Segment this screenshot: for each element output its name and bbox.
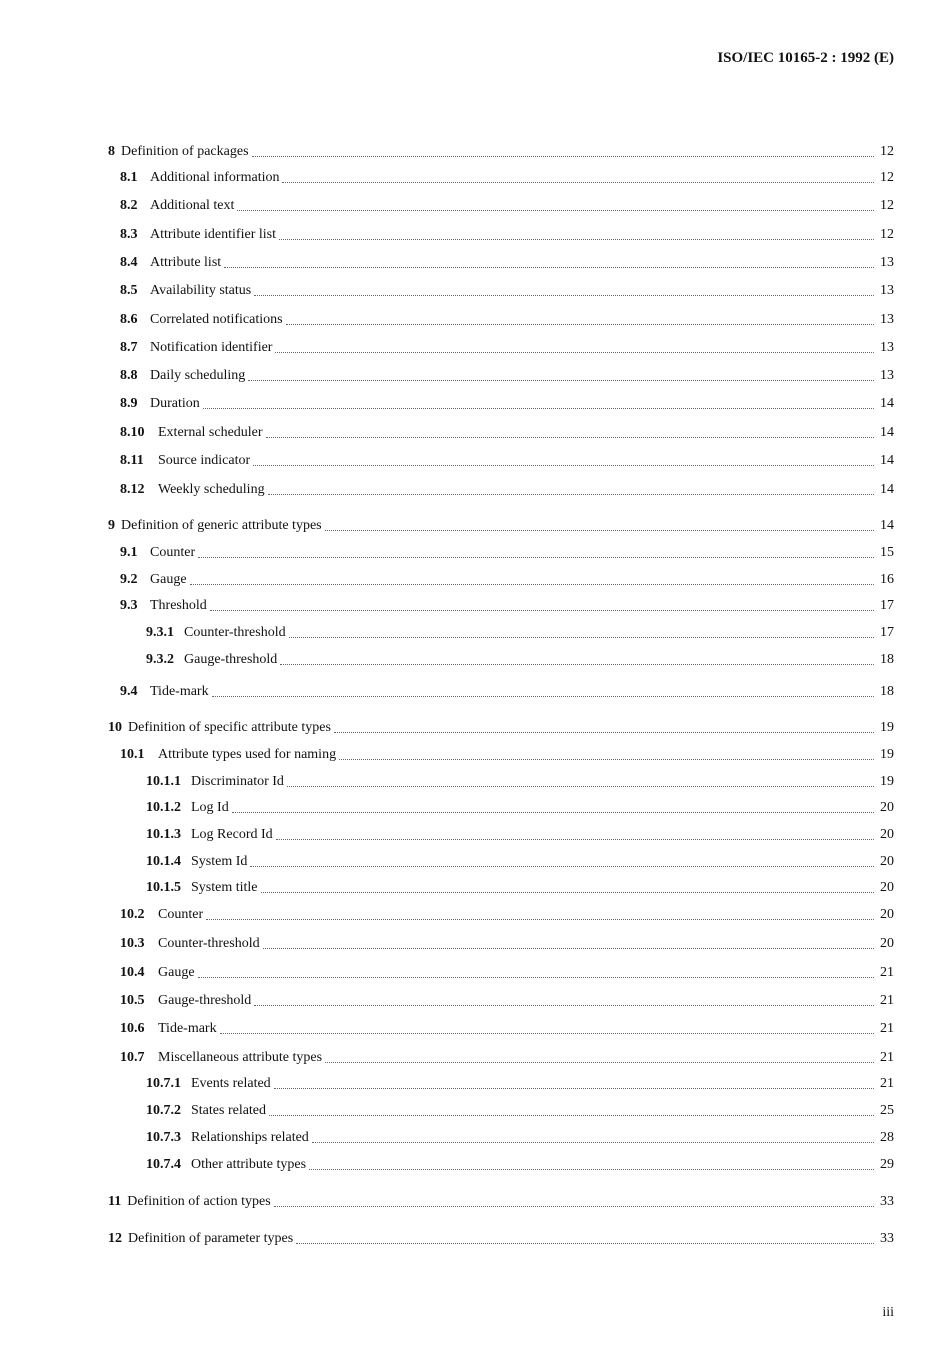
toc-entry-page: 19 [880,747,894,762]
toc-entry[interactable] [0,1101,950,1121]
dot-leader [274,1087,874,1089]
dot-leader [254,1004,874,1006]
toc-entry-number: 10.7.2 [146,1103,181,1118]
toc-entry-title: External scheduler [158,425,263,440]
dot-leader [261,891,875,893]
dot-leader [237,209,874,211]
toc-entry-page: 12 [880,227,894,242]
toc-entry[interactable] [0,1074,950,1094]
toc-entry-number: 8.11 [120,453,144,468]
toc-entry-number: 10.4 [120,965,145,980]
toc-entry[interactable] [0,225,950,245]
dot-leader [269,1114,874,1116]
toc-entry[interactable] [0,394,950,414]
toc-entry[interactable] [0,281,950,301]
toc-entry-title: Duration [150,396,200,411]
toc-entry-page: 21 [880,1076,894,1091]
toc-entry-page: 20 [880,907,894,922]
toc-entry-title: Additional information [150,170,280,185]
toc-entry-page: 33 [880,1231,894,1246]
toc-entry-number: 9.1 [120,545,138,560]
toc-entry-number: 10.7.3 [146,1130,181,1145]
toc-entry-title: Definition of parameter types [128,1231,294,1246]
toc-entry[interactable] [0,543,950,563]
toc-entry[interactable] [0,1229,950,1249]
toc-entry-title: Threshold [150,598,207,613]
dot-leader [210,609,874,611]
toc-entry-number: 10.7 [120,1050,145,1065]
toc-entry-title: Tide-mark [150,684,209,699]
toc-entry-page: 21 [880,965,894,980]
toc-entry[interactable] [0,338,950,358]
toc-entry[interactable] [0,934,950,954]
toc-entry[interactable] [0,718,950,738]
toc-entry-number: 10.1 [120,747,145,762]
toc-entry[interactable] [0,798,950,818]
toc-entry[interactable] [0,905,950,925]
toc-entry-number: 9.3.1 [146,625,174,640]
toc-entry-number: 10.7.1 [146,1076,181,1091]
toc-entry-page: 15 [880,545,894,560]
toc-entry[interactable] [0,516,950,536]
dot-leader [252,155,874,157]
toc-entry-page: 14 [880,425,894,440]
toc-entry-page: 12 [880,198,894,213]
page-number: iii [882,1305,894,1320]
toc-entry-number: 8.9 [120,396,138,411]
toc-entry-page: 29 [880,1157,894,1172]
dot-leader [250,865,874,867]
dot-leader [325,529,874,531]
toc-entry-title: Availability status [150,283,252,298]
dot-leader [232,811,874,813]
toc-entry-number: 10.1.1 [146,774,181,789]
toc-entry-title: System title [191,880,258,895]
toc-entry[interactable] [0,570,950,590]
toc-entry-number: 9 [108,518,115,533]
toc-entry-number: 10.3 [120,936,145,951]
toc-entry[interactable] [0,852,950,872]
dot-leader [220,1032,874,1034]
toc-entry[interactable] [0,623,950,643]
toc-entry[interactable] [0,1128,950,1148]
toc-entry[interactable] [0,480,950,500]
dot-leader [212,695,874,697]
dot-leader [309,1168,874,1170]
toc-entry-title: Weekly scheduling [158,482,265,497]
dot-leader [325,1061,874,1063]
toc-entry-page: 21 [880,993,894,1008]
toc-entry-page: 13 [880,255,894,270]
dot-leader [203,407,874,409]
dot-leader [339,758,874,760]
toc-entry-number: 8.3 [120,227,138,242]
dot-leader [266,436,874,438]
toc-entry[interactable] [0,596,950,616]
document-header: ISO/IEC 10165-2 : 1992 (E) [717,50,894,66]
toc-entry-number: 8.12 [120,482,145,497]
toc-entry-page: 12 [880,170,894,185]
toc-entry-page: 20 [880,800,894,815]
dot-leader [289,636,874,638]
toc-entry-page: 20 [880,880,894,895]
dot-leader [282,181,874,183]
toc-entry[interactable] [0,423,950,443]
toc-entry-page: 14 [880,482,894,497]
toc-entry-title: Counter [158,907,204,922]
toc-entry-page: 16 [880,572,894,587]
toc-entry-page: 14 [880,453,894,468]
toc-entry-number: 10 [108,720,122,735]
dot-leader [268,493,874,495]
toc-entry-page: 13 [880,283,894,298]
dot-leader [334,731,874,733]
toc-entry-number: 10.7.4 [146,1157,181,1172]
toc-entry[interactable] [0,1192,950,1212]
toc-entry-number: 9.3 [120,598,138,613]
toc-entry-number: 8.5 [120,283,138,298]
toc-entry-page: 14 [880,396,894,411]
toc-entry-title: Attribute list [150,255,222,270]
dot-leader [296,1242,874,1244]
toc-entry[interactable] [0,878,950,898]
toc-entry-title: Counter [150,545,196,560]
toc-entry-title: Definition of generic attribute types [121,518,322,533]
toc-entry-title: Attribute types used for naming [158,747,337,762]
dot-leader [280,663,874,665]
dot-leader [248,379,874,381]
dot-leader [198,556,874,558]
toc-entry-title: Events related [191,1076,271,1091]
toc-entry[interactable] [0,1155,950,1175]
toc-entry-title: Counter-threshold [158,936,260,951]
dot-leader [279,238,874,240]
toc-entry-title: Additional text [150,198,235,213]
toc-entry-number: 9.4 [120,684,138,699]
toc-entry-number: 8.10 [120,425,145,440]
toc-entry-number: 10.1.2 [146,800,181,815]
toc-entry-number: 10.1.4 [146,854,181,869]
dot-leader [254,294,874,296]
dot-leader [287,785,874,787]
toc-entry[interactable] [0,745,950,765]
toc-entry-number: 12 [108,1231,122,1246]
toc-entry-page: 18 [880,652,894,667]
toc-entry-page: 13 [880,312,894,327]
dot-leader [224,266,874,268]
dot-leader [190,583,874,585]
toc-entry-page: 18 [880,684,894,699]
toc-entry-page: 12 [880,144,894,159]
toc-entry-title: Discriminator Id [191,774,284,789]
toc-entry-title: Tide-mark [158,1021,217,1036]
toc-entry[interactable] [0,451,950,471]
toc-entry-number: 10.1.3 [146,827,181,842]
toc-entry-number: 11 [108,1194,122,1209]
toc-entry-number: 8.2 [120,198,138,213]
toc-entry-number: 8.4 [120,255,138,270]
toc-entry[interactable] [0,1048,950,1068]
toc-entry-page: 20 [880,854,894,869]
toc-entry-page: 19 [880,720,894,735]
toc-entry[interactable] [0,168,950,188]
toc-entry-title: Daily scheduling [150,368,246,383]
toc-entry-title: Attribute identifier list [150,227,276,242]
toc-entry-title: Other attribute types [191,1157,307,1172]
toc-entry-number: 10.5 [120,993,145,1008]
toc-entry-title: Log Record Id [191,827,273,842]
toc-entry-page: 21 [880,1050,894,1065]
dot-leader [312,1141,874,1143]
toc-entry-number: 9.2 [120,572,138,587]
toc-entry[interactable] [0,963,950,983]
dot-leader [274,1205,874,1207]
toc-entry-title: Gauge-threshold [184,652,278,667]
toc-entry-title: Definition of specific attribute types [128,720,331,735]
toc-entry[interactable] [0,366,950,386]
toc-entry-number: 10.6 [120,1021,145,1036]
toc-entry-title: Gauge [158,965,195,980]
toc-entry-number: 8.8 [120,368,138,383]
toc-entry-title: Gauge [150,572,187,587]
toc-entry[interactable] [0,142,950,162]
toc-entry[interactable] [0,310,950,330]
toc-entry-page: 14 [880,518,894,533]
dot-leader [276,838,874,840]
toc-entry-page: 20 [880,936,894,951]
dot-leader [206,918,874,920]
toc-entry-page: 17 [880,625,894,640]
toc-entry-title: System Id [191,854,248,869]
toc-entry-title: Correlated notifications [150,312,283,327]
toc-entry-number: 9.3.2 [146,652,174,667]
dot-leader [253,464,874,466]
toc-entry-title: Counter-threshold [184,625,286,640]
toc-entry-page: 33 [880,1194,894,1209]
dot-leader [198,976,874,978]
toc-entry-title: Definition of packages [121,144,249,159]
toc-entry[interactable] [0,682,950,702]
toc-entry-number: 10.1.5 [146,880,181,895]
toc-entry[interactable] [0,991,950,1011]
toc-entry-page: 13 [880,340,894,355]
dot-leader [286,323,874,325]
toc-entry[interactable] [0,253,950,273]
toc-entry-page: 21 [880,1021,894,1036]
toc-entry-title: Definition of action types [127,1194,271,1209]
toc-entry-title: Gauge-threshold [158,993,252,1008]
toc-entry-title: Notification identifier [150,340,273,355]
toc-entry-number: 8 [108,144,115,159]
toc-entry-title: Source indicator [158,453,251,468]
toc-entry[interactable] [0,650,950,670]
toc-entry-page: 13 [880,368,894,383]
toc-entry-title: States related [191,1103,267,1118]
toc-entry-page: 17 [880,598,894,613]
toc-entry-number: 10.2 [120,907,145,922]
toc-entry-page: 20 [880,827,894,842]
toc-entry-page: 28 [880,1130,894,1145]
toc-entry[interactable] [0,1019,950,1039]
toc-entry-page: 19 [880,774,894,789]
toc-entry-page: 25 [880,1103,894,1118]
toc-entry[interactable] [0,772,950,792]
dot-leader [263,947,874,949]
toc-entry[interactable] [0,196,950,216]
toc-entry-number: 8.7 [120,340,138,355]
toc-entry-number: 8.1 [120,170,138,185]
dot-leader [275,351,874,353]
toc-entry-title: Log Id [191,800,229,815]
toc-entry[interactable] [0,825,950,845]
toc-entry-title: Miscellaneous attribute types [158,1050,323,1065]
toc-entry-number: 8.6 [120,312,138,327]
toc-entry-title: Relationships related [191,1130,309,1145]
